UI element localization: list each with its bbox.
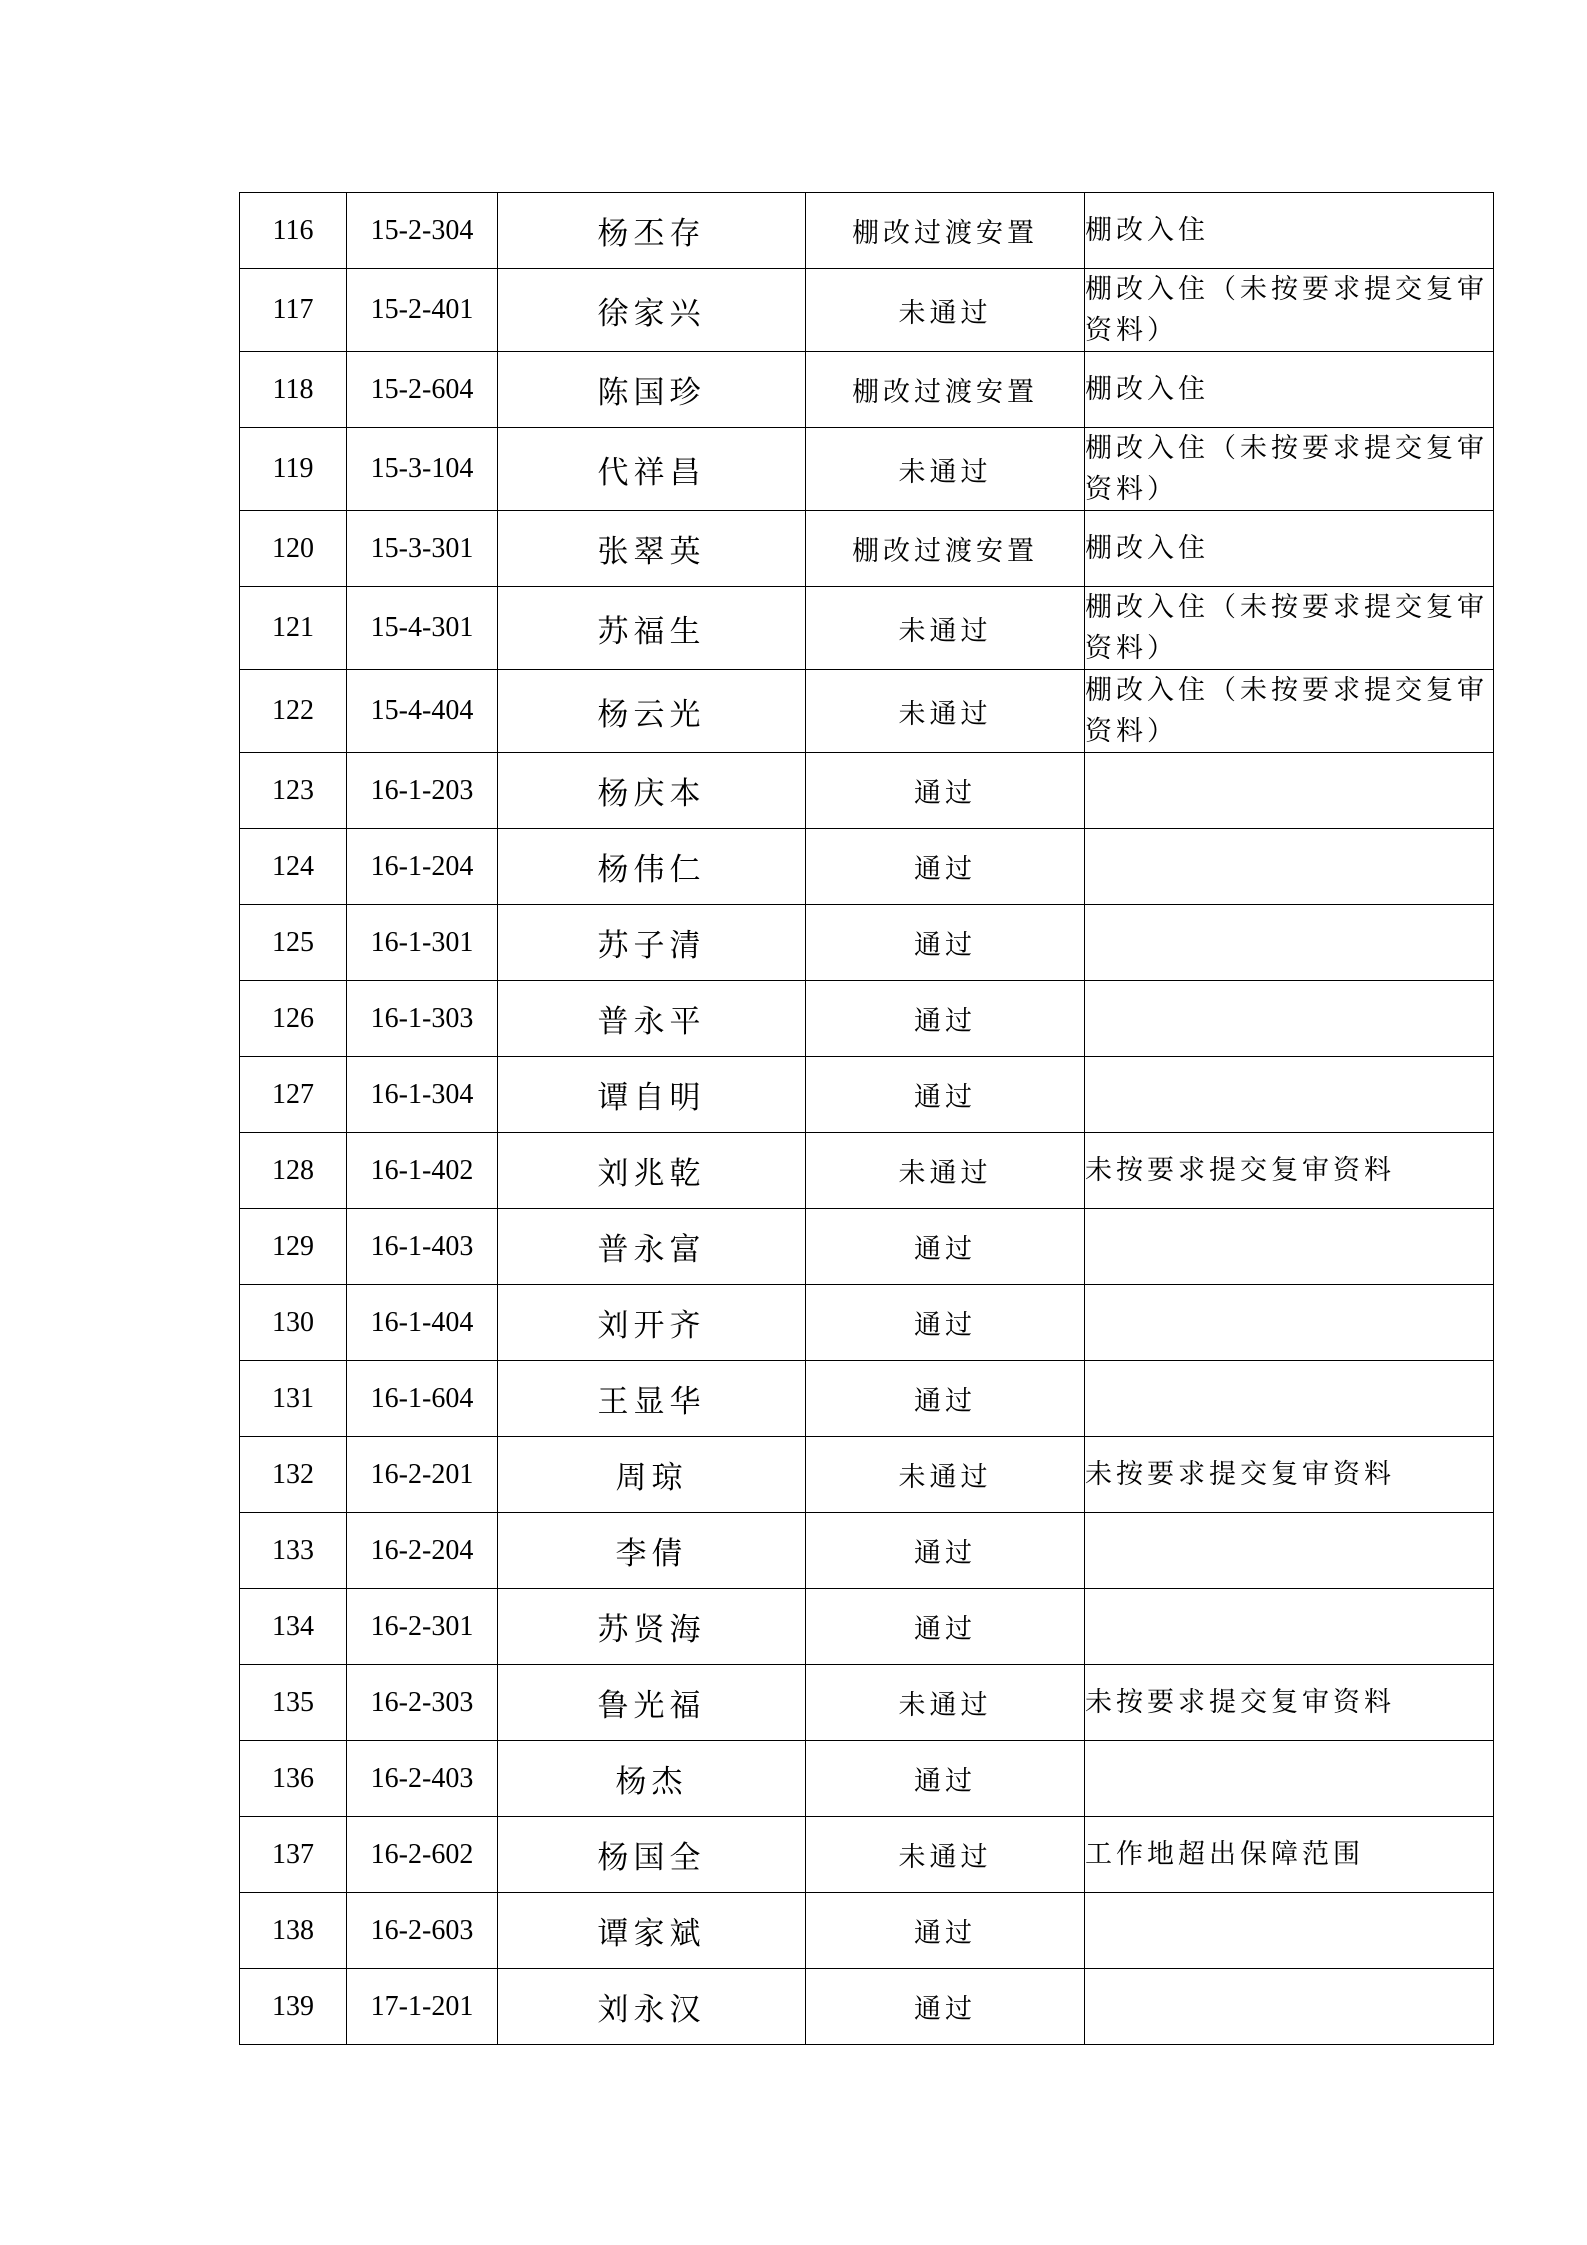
table-row — [240, 1741, 1494, 1817]
row-number: 135 — [240, 1665, 347, 1741]
room-number: 16-2-602 — [347, 1817, 498, 1893]
table-row — [240, 905, 1494, 981]
applicant-name: 苏子清 — [498, 905, 806, 981]
applicant-name: 杨丕存 — [498, 193, 806, 269]
row-number: 126 — [240, 981, 347, 1057]
room-number: 16-1-604 — [347, 1361, 498, 1437]
room-number: 16-2-204 — [347, 1513, 498, 1589]
table-row — [240, 1361, 1494, 1437]
remark: 棚改入住（未按要求提交复审资料） — [1085, 670, 1494, 753]
table-row — [240, 1969, 1494, 2045]
applicant-name: 杨云光 — [498, 670, 806, 753]
review-result: 未通过 — [806, 670, 1085, 753]
review-result: 通过 — [806, 1209, 1085, 1285]
room-number: 16-1-404 — [347, 1285, 498, 1361]
row-number: 118 — [240, 352, 347, 428]
row-number: 127 — [240, 1057, 347, 1133]
table-row — [240, 1665, 1494, 1741]
table-row — [240, 511, 1494, 587]
row-number: 119 — [240, 428, 347, 511]
applicant-name: 刘兆乾 — [498, 1133, 806, 1209]
review-result: 通过 — [806, 981, 1085, 1057]
table-row — [240, 1437, 1494, 1513]
applicant-name: 苏福生 — [498, 587, 806, 670]
table-row — [240, 1893, 1494, 1969]
table-row — [240, 1589, 1494, 1665]
room-number: 16-1-301 — [347, 905, 498, 981]
remark — [1085, 905, 1494, 981]
room-number: 15-2-304 — [347, 193, 498, 269]
row-number: 134 — [240, 1589, 347, 1665]
remark — [1085, 1589, 1494, 1665]
review-result: 通过 — [806, 1893, 1085, 1969]
applicant-name: 李倩 — [498, 1513, 806, 1589]
applicant-name: 张翠英 — [498, 511, 806, 587]
applicant-name: 杨国全 — [498, 1817, 806, 1893]
room-number: 15-3-301 — [347, 511, 498, 587]
room-number: 16-1-403 — [347, 1209, 498, 1285]
row-number: 129 — [240, 1209, 347, 1285]
table-row — [240, 193, 1494, 269]
applicant-name: 谭自明 — [498, 1057, 806, 1133]
review-result: 通过 — [806, 1361, 1085, 1437]
remark: 棚改入住（未按要求提交复审资料） — [1085, 269, 1494, 352]
room-number: 16-1-203 — [347, 753, 498, 829]
review-result: 未通过 — [806, 1133, 1085, 1209]
remark — [1085, 1285, 1494, 1361]
table-row — [240, 1133, 1494, 1209]
row-number: 130 — [240, 1285, 347, 1361]
applicant-name: 普永富 — [498, 1209, 806, 1285]
table-row — [240, 1817, 1494, 1893]
applicant-name: 谭家斌 — [498, 1893, 806, 1969]
applicant-name: 陈国珍 — [498, 352, 806, 428]
applicant-name: 杨庆本 — [498, 753, 806, 829]
table-row — [240, 981, 1494, 1057]
table-row — [240, 1057, 1494, 1133]
table-row — [240, 1285, 1494, 1361]
remark: 棚改入住 — [1085, 193, 1494, 269]
room-number: 15-2-401 — [347, 269, 498, 352]
remark — [1085, 1969, 1494, 2045]
housing-review-table — [239, 192, 1494, 2045]
remark: 棚改入住 — [1085, 352, 1494, 428]
table-row — [240, 269, 1494, 352]
room-number: 15-2-604 — [347, 352, 498, 428]
applicant-name: 王显华 — [498, 1361, 806, 1437]
room-number: 16-2-603 — [347, 1893, 498, 1969]
row-number: 122 — [240, 670, 347, 753]
review-result: 通过 — [806, 1589, 1085, 1665]
review-result: 通过 — [806, 1969, 1085, 2045]
applicant-name: 刘开齐 — [498, 1285, 806, 1361]
remark: 棚改入住（未按要求提交复审资料） — [1085, 587, 1494, 670]
applicant-name: 杨杰 — [498, 1741, 806, 1817]
applicant-name: 鲁光福 — [498, 1665, 806, 1741]
table-row — [240, 1513, 1494, 1589]
row-number: 120 — [240, 511, 347, 587]
table-row — [240, 428, 1494, 511]
table-row — [240, 753, 1494, 829]
room-number: 16-1-303 — [347, 981, 498, 1057]
table-row — [240, 352, 1494, 428]
applicant-name: 刘永汉 — [498, 1969, 806, 2045]
room-number: 15-3-104 — [347, 428, 498, 511]
room-number: 16-1-204 — [347, 829, 498, 905]
table-row — [240, 670, 1494, 753]
row-number: 133 — [240, 1513, 347, 1589]
row-number: 138 — [240, 1893, 347, 1969]
review-result: 棚改过渡安置 — [806, 511, 1085, 587]
review-result: 通过 — [806, 1513, 1085, 1589]
table-body — [240, 193, 1494, 2045]
review-result: 未通过 — [806, 1665, 1085, 1741]
room-number: 16-2-403 — [347, 1741, 498, 1817]
review-result: 通过 — [806, 1285, 1085, 1361]
row-number: 123 — [240, 753, 347, 829]
remark — [1085, 1513, 1494, 1589]
table-row — [240, 829, 1494, 905]
review-result: 通过 — [806, 753, 1085, 829]
review-result: 通过 — [806, 905, 1085, 981]
row-number: 116 — [240, 193, 347, 269]
remark — [1085, 1209, 1494, 1285]
row-number: 117 — [240, 269, 347, 352]
review-result: 棚改过渡安置 — [806, 193, 1085, 269]
applicant-name: 徐家兴 — [498, 269, 806, 352]
review-result: 棚改过渡安置 — [806, 352, 1085, 428]
remark — [1085, 1361, 1494, 1437]
remark: 未按要求提交复审资料 — [1085, 1133, 1494, 1209]
review-result: 通过 — [806, 829, 1085, 905]
remark: 未按要求提交复审资料 — [1085, 1665, 1494, 1741]
review-result: 未通过 — [806, 587, 1085, 670]
applicant-name: 杨伟仁 — [498, 829, 806, 905]
review-result: 通过 — [806, 1741, 1085, 1817]
remark — [1085, 981, 1494, 1057]
remark: 棚改入住（未按要求提交复审资料） — [1085, 428, 1494, 511]
remark — [1085, 829, 1494, 905]
room-number: 16-1-304 — [347, 1057, 498, 1133]
review-result: 未通过 — [806, 1817, 1085, 1893]
room-number: 17-1-201 — [347, 1969, 498, 2045]
review-result: 未通过 — [806, 1437, 1085, 1513]
room-number: 16-1-402 — [347, 1133, 498, 1209]
room-number: 16-2-201 — [347, 1437, 498, 1513]
review-result: 未通过 — [806, 269, 1085, 352]
row-number: 124 — [240, 829, 347, 905]
room-number: 16-2-301 — [347, 1589, 498, 1665]
room-number: 15-4-301 — [347, 587, 498, 670]
row-number: 137 — [240, 1817, 347, 1893]
remark — [1085, 753, 1494, 829]
remark: 棚改入住 — [1085, 511, 1494, 587]
room-number: 15-4-404 — [347, 670, 498, 753]
row-number: 132 — [240, 1437, 347, 1513]
remark — [1085, 1741, 1494, 1817]
row-number: 125 — [240, 905, 347, 981]
remark — [1085, 1893, 1494, 1969]
row-number: 139 — [240, 1969, 347, 2045]
row-number: 128 — [240, 1133, 347, 1209]
row-number: 131 — [240, 1361, 347, 1437]
table-row — [240, 1209, 1494, 1285]
row-number: 121 — [240, 587, 347, 670]
applicant-name: 苏贤海 — [498, 1589, 806, 1665]
applicant-name: 周琼 — [498, 1437, 806, 1513]
remark: 未按要求提交复审资料 — [1085, 1437, 1494, 1513]
remark — [1085, 1057, 1494, 1133]
applicant-name: 代祥昌 — [498, 428, 806, 511]
room-number: 16-2-303 — [347, 1665, 498, 1741]
review-result: 未通过 — [806, 428, 1085, 511]
table-row — [240, 587, 1494, 670]
row-number: 136 — [240, 1741, 347, 1817]
review-result: 通过 — [806, 1057, 1085, 1133]
remark: 工作地超出保障范围 — [1085, 1817, 1494, 1893]
applicant-name: 普永平 — [498, 981, 806, 1057]
